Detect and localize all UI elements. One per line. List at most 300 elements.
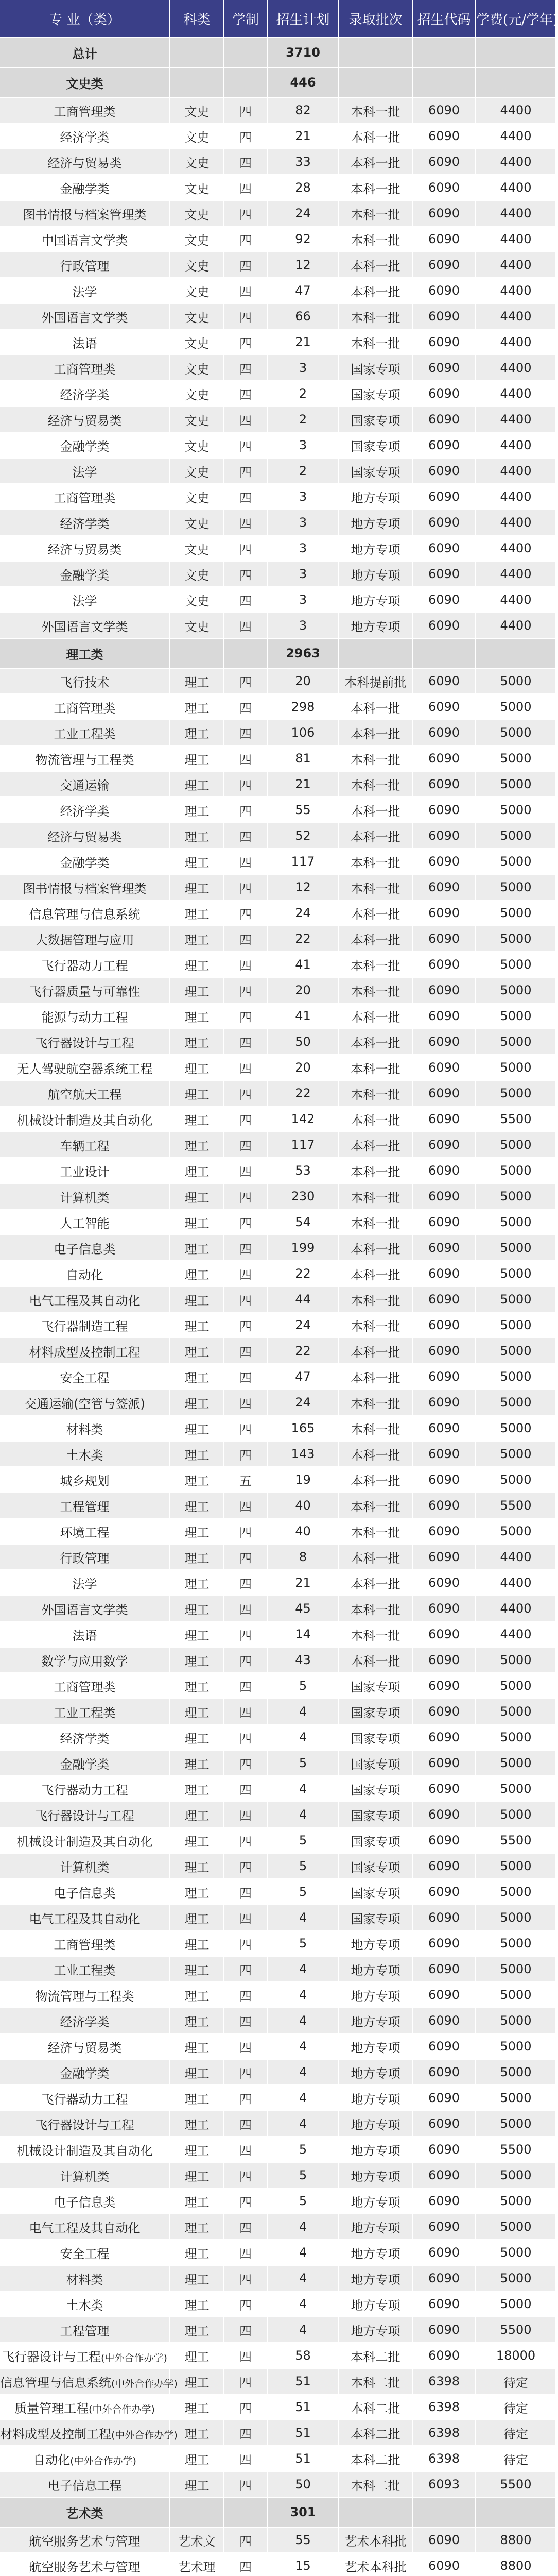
table-row (0, 694, 556, 720)
plan-cell: 298 (267, 694, 339, 720)
plan-cell: 21 (267, 123, 339, 149)
code-cell: 6090 (412, 1596, 476, 1621)
table-row (0, 2446, 556, 2471)
batch-cell: 地方专项 (339, 561, 412, 587)
code-cell: 6090 (412, 200, 476, 226)
batch-cell: 国家专项 (339, 1750, 412, 1776)
subject-cell: 理工 (170, 1724, 224, 1750)
table-row (0, 200, 556, 226)
table-row (0, 613, 556, 638)
subject-cell: 文史 (170, 458, 224, 484)
code-cell: 6398 (412, 2368, 476, 2394)
table-row (0, 952, 556, 977)
subject-cell: 理工 (170, 1338, 224, 1364)
table-row (0, 278, 556, 303)
major-cell: 飞行器设计与工程 (0, 1802, 170, 1827)
table-row (0, 1338, 556, 1364)
code-cell: 6090 (412, 1982, 476, 2008)
code-cell: 6090 (412, 694, 476, 720)
plan-cell: 81 (267, 745, 339, 771)
tuition-cell: 5000 (476, 694, 556, 720)
batch-cell: 本科一批 (339, 1080, 412, 1106)
plan-cell: 50 (267, 1029, 339, 1055)
table-row (0, 2420, 556, 2446)
tuition-cell: 5000 (476, 952, 556, 977)
major-cell: 机械设计制造及其自动化 (0, 2137, 170, 2162)
duration-cell: 四 (224, 1183, 267, 1209)
category-empty (339, 67, 412, 97)
code-cell: 6090 (412, 1080, 476, 1106)
plan-cell: 5 (267, 2137, 339, 2162)
duration-cell: 四 (224, 2033, 267, 2059)
tuition-cell: 4400 (476, 1596, 556, 1621)
major-cell: 计算机类 (0, 1183, 170, 1209)
plan-cell: 5 (267, 1673, 339, 1699)
table-row (0, 1982, 556, 2008)
subject-cell: 理工 (170, 1364, 224, 1389)
category-empty (224, 67, 267, 97)
code-cell: 6090 (412, 2162, 476, 2188)
header-major: 专 业（类） (0, 0, 170, 38)
major-cell: 土木类 (0, 2291, 170, 2317)
major-cell: 图书情报与档案管理类 (0, 200, 170, 226)
plan-cell: 4 (267, 1699, 339, 1724)
category-label: 艺术类 (0, 2497, 170, 2527)
subject-cell: 文史 (170, 97, 224, 123)
code-cell: 6090 (412, 1183, 476, 1209)
table-row (0, 2214, 556, 2240)
plan-cell: 4 (267, 2265, 339, 2291)
batch-cell: 本科一批 (339, 1621, 412, 1647)
subject-cell: 理工 (170, 1518, 224, 1544)
category-empty (476, 67, 556, 97)
batch-cell: 本科一批 (339, 1467, 412, 1493)
duration-cell: 四 (224, 771, 267, 797)
tuition-cell: 4400 (476, 1544, 556, 1570)
major-cell: 经济学类 (0, 1724, 170, 1750)
batch-cell: 本科一批 (339, 123, 412, 149)
duration-cell: 四 (224, 1930, 267, 1956)
code-cell: 6090 (412, 1312, 476, 1338)
tuition-cell: 5500 (476, 1493, 556, 1518)
batch-cell: 本科一批 (339, 329, 412, 355)
code-cell: 6090 (412, 1441, 476, 1467)
subject-cell: 理工 (170, 1853, 224, 1879)
duration-cell: 四 (224, 175, 267, 200)
subject-cell: 理工 (170, 2291, 224, 2317)
subject-cell: 文史 (170, 355, 224, 381)
code-cell: 6090 (412, 252, 476, 278)
batch-cell: 国家专项 (339, 1827, 412, 1853)
table-row (0, 1802, 556, 1827)
major-cell: 法语 (0, 329, 170, 355)
subject-cell: 理工 (170, 1467, 224, 1493)
batch-cell: 本科一批 (339, 745, 412, 771)
batch-cell: 本科一批 (339, 1106, 412, 1132)
table-row (0, 2008, 556, 2033)
duration-cell: 四 (224, 694, 267, 720)
table-row (0, 926, 556, 952)
tuition-cell: 5000 (476, 1055, 556, 1080)
duration-cell: 四 (224, 2188, 267, 2214)
code-cell: 6090 (412, 1132, 476, 1158)
table-row (0, 355, 556, 381)
duration-cell: 四 (224, 1106, 267, 1132)
code-cell: 6090 (412, 849, 476, 874)
batch-cell: 地方专项 (339, 2111, 412, 2137)
major-cell: 外国语言文学类 (0, 303, 170, 329)
total-label: 总计 (0, 38, 170, 67)
subject-cell: 理工 (170, 2162, 224, 2188)
table-row (0, 1930, 556, 1956)
batch-cell: 本科一批 (339, 849, 412, 874)
plan-cell: 22 (267, 1261, 339, 1286)
duration-cell: 四 (224, 668, 267, 694)
duration-cell: 四 (224, 1312, 267, 1338)
code-cell: 6090 (412, 510, 476, 535)
major-cell: 飞行器设计与工程 (0, 1029, 170, 1055)
duration-cell: 四 (224, 2527, 267, 2553)
plan-cell: 21 (267, 1570, 339, 1596)
batch-cell: 国家专项 (339, 1879, 412, 1905)
plan-cell: 165 (267, 1415, 339, 1441)
category-empty (412, 2497, 476, 2527)
major-cell: 金融学类 (0, 1750, 170, 1776)
total-empty (339, 38, 412, 67)
duration-cell: 四 (224, 2265, 267, 2291)
major-cell: 飞行器动力工程 (0, 1776, 170, 1802)
subject-cell: 理工 (170, 745, 224, 771)
plan-cell: 33 (267, 149, 339, 175)
subject-cell: 理工 (170, 1441, 224, 1467)
duration-cell: 四 (224, 2162, 267, 2188)
code-cell: 6090 (412, 874, 476, 900)
tuition-cell: 5000 (476, 1647, 556, 1673)
major-cell: 法学 (0, 458, 170, 484)
plan-cell: 4 (267, 1905, 339, 1930)
tuition-cell: 5000 (476, 823, 556, 849)
table-row (0, 2059, 556, 2085)
subject-cell: 理工 (170, 1802, 224, 1827)
major-cell: 法语 (0, 1621, 170, 1647)
batch-cell: 本科二批 (339, 2343, 412, 2368)
plan-cell: 19 (267, 1467, 339, 1493)
duration-cell: 四 (224, 849, 267, 874)
plan-cell: 4 (267, 2317, 339, 2343)
subject-cell: 文史 (170, 252, 224, 278)
batch-cell: 本科一批 (339, 1312, 412, 1338)
subject-cell: 理工 (170, 797, 224, 823)
major-cell: 行政管理 (0, 252, 170, 278)
tuition-cell: 5000 (476, 1183, 556, 1209)
tuition-cell: 5000 (476, 2085, 556, 2111)
tuition-cell: 5000 (476, 1286, 556, 1312)
batch-cell: 本科一批 (339, 1389, 412, 1415)
table-row (0, 2343, 556, 2368)
major-cell: 法学 (0, 587, 170, 613)
subject-cell: 艺术文 (170, 2527, 224, 2553)
tuition-cell: 4400 (476, 200, 556, 226)
tuition-cell: 4400 (476, 535, 556, 561)
table-row (0, 252, 556, 278)
table-row (0, 823, 556, 849)
total-empty (476, 38, 556, 67)
code-cell: 6090 (412, 1261, 476, 1286)
code-cell: 6090 (412, 1724, 476, 1750)
batch-cell: 本科一批 (339, 97, 412, 123)
batch-cell: 本科一批 (339, 1493, 412, 1518)
category-empty (170, 2497, 224, 2527)
major-cell: 外国语言文学类 (0, 613, 170, 638)
subject-cell: 理工 (170, 952, 224, 977)
subject-cell: 理工 (170, 1389, 224, 1415)
major-cell: 工商管理类 (0, 97, 170, 123)
duration-cell: 四 (224, 1493, 267, 1518)
major-cell: 环境工程 (0, 1518, 170, 1544)
subject-cell: 文史 (170, 175, 224, 200)
plan-cell: 50 (267, 2471, 339, 2497)
plan-cell: 3 (267, 535, 339, 561)
tuition-cell: 4400 (476, 355, 556, 381)
table-row (0, 2111, 556, 2137)
tuition-cell: 5000 (476, 1853, 556, 1879)
plan-cell: 4 (267, 2111, 339, 2137)
duration-cell: 四 (224, 2111, 267, 2137)
code-cell: 6090 (412, 1544, 476, 1570)
subject-cell: 理工 (170, 2137, 224, 2162)
table-row (0, 561, 556, 587)
category-empty (412, 638, 476, 668)
code-cell: 6090 (412, 1827, 476, 1853)
duration-cell: 四 (224, 2420, 267, 2446)
code-cell: 6090 (412, 2188, 476, 2214)
tuition-cell: 5000 (476, 1699, 556, 1724)
code-cell: 6090 (412, 720, 476, 745)
batch-cell: 本科一批 (339, 1029, 412, 1055)
batch-cell: 本科二批 (339, 2446, 412, 2471)
tuition-cell: 5000 (476, 745, 556, 771)
table-row (0, 849, 556, 874)
batch-cell: 本科一批 (339, 1596, 412, 1621)
subject-cell: 理工 (170, 1621, 224, 1647)
code-cell: 6093 (412, 2471, 476, 2497)
subject-cell: 理工 (170, 1827, 224, 1853)
subject-cell: 理工 (170, 2317, 224, 2343)
table-row (0, 1879, 556, 1905)
table-row (0, 1467, 556, 1493)
subject-cell: 理工 (170, 1132, 224, 1158)
plan-cell: 22 (267, 1338, 339, 1364)
table-row (0, 1183, 556, 1209)
plan-cell: 21 (267, 771, 339, 797)
code-cell: 6090 (412, 561, 476, 587)
table-row (0, 1621, 556, 1647)
tuition-cell: 5000 (476, 1235, 556, 1261)
major-cell: 自动化 (0, 1261, 170, 1286)
header-duration: 学制 (224, 0, 267, 38)
duration-cell: 四 (224, 200, 267, 226)
code-cell: 6090 (412, 1493, 476, 1518)
code-cell: 6090 (412, 1956, 476, 1982)
table-row (0, 1235, 556, 1261)
plan-cell: 4 (267, 2291, 339, 2317)
table-row (0, 1055, 556, 1080)
duration-cell: 四 (224, 123, 267, 149)
table-row (0, 2162, 556, 2188)
subject-cell: 文史 (170, 329, 224, 355)
code-cell: 6090 (412, 900, 476, 926)
duration-cell: 四 (224, 329, 267, 355)
code-cell: 6090 (412, 1570, 476, 1596)
major-cell: 飞行器动力工程 (0, 952, 170, 977)
table-row (0, 381, 556, 406)
major-cell: 安全工程 (0, 2240, 170, 2265)
code-cell: 6090 (412, 1621, 476, 1647)
major-cell: 经济学类 (0, 381, 170, 406)
batch-cell: 地方专项 (339, 2240, 412, 2265)
tuition-cell: 4400 (476, 406, 556, 432)
table-row (0, 1647, 556, 1673)
duration-cell: 四 (224, 1596, 267, 1621)
code-cell: 6090 (412, 1364, 476, 1389)
plan-cell: 4 (267, 2240, 339, 2265)
cooperation-note: (中外合作办学) (89, 2403, 155, 2415)
subject-cell: 理工 (170, 874, 224, 900)
code-cell: 6090 (412, 1647, 476, 1673)
subject-cell: 理工 (170, 1647, 224, 1673)
table-row (0, 771, 556, 797)
tuition-cell: 5000 (476, 1364, 556, 1389)
subject-cell: 理工 (170, 1209, 224, 1235)
plan-cell: 4 (267, 1724, 339, 1750)
code-cell: 6090 (412, 2553, 476, 2576)
major-cell: 外国语言文学类 (0, 1596, 170, 1621)
duration-cell: 四 (224, 1956, 267, 1982)
tuition-cell: 5000 (476, 2033, 556, 2059)
major-cell: 大数据管理与应用 (0, 926, 170, 952)
plan-cell: 106 (267, 720, 339, 745)
major-cell: 金融学类 (0, 849, 170, 874)
major-cell: 工商管理类 (0, 355, 170, 381)
table-row (0, 1003, 556, 1029)
major-name: 材料成型及控制工程 (0, 2427, 111, 2442)
duration-cell: 四 (224, 381, 267, 406)
batch-cell: 地方专项 (339, 2085, 412, 2111)
major-cell (0, 2394, 170, 2420)
code-cell: 6090 (412, 1518, 476, 1544)
major-cell: 工业工程类 (0, 1699, 170, 1724)
batch-cell: 本科一批 (339, 694, 412, 720)
table-row (0, 1673, 556, 1699)
batch-cell: 本科一批 (339, 771, 412, 797)
subject-cell: 理工 (170, 1750, 224, 1776)
table-row (0, 1415, 556, 1441)
code-cell: 6090 (412, 2291, 476, 2317)
duration-cell: 四 (224, 1132, 267, 1158)
batch-cell: 国家专项 (339, 1724, 412, 1750)
batch-cell: 本科一批 (339, 977, 412, 1003)
category-plan: 446 (267, 67, 339, 97)
plan-cell: 3 (267, 613, 339, 638)
subject-cell: 理工 (170, 2059, 224, 2085)
code-cell: 6090 (412, 329, 476, 355)
table-row (0, 1389, 556, 1415)
plan-cell: 5 (267, 1930, 339, 1956)
subject-cell: 理工 (170, 1673, 224, 1699)
batch-cell: 国家专项 (339, 406, 412, 432)
plan-cell: 8 (267, 1544, 339, 1570)
code-cell: 6090 (412, 1029, 476, 1055)
category-row (0, 2497, 556, 2527)
table-row (0, 1493, 556, 1518)
tuition-cell: 5000 (476, 2162, 556, 2188)
batch-cell: 本科一批 (339, 720, 412, 745)
subject-cell: 文史 (170, 510, 224, 535)
table-row (0, 745, 556, 771)
subject-cell: 理工 (170, 694, 224, 720)
plan-cell: 43 (267, 1647, 339, 1673)
subject-cell: 文史 (170, 484, 224, 510)
tuition-cell: 4400 (476, 1621, 556, 1647)
table-row (0, 1106, 556, 1132)
duration-cell: 四 (224, 797, 267, 823)
total-plan: 3710 (267, 38, 339, 67)
batch-cell: 本科一批 (339, 149, 412, 175)
plan-cell: 20 (267, 668, 339, 694)
major-cell: 工业工程类 (0, 720, 170, 745)
duration-cell: 四 (224, 1673, 267, 1699)
tuition-cell: 待定 (476, 2368, 556, 2394)
batch-cell: 地方专项 (339, 510, 412, 535)
plan-cell: 5 (267, 1750, 339, 1776)
batch-cell: 本科一批 (339, 1183, 412, 1209)
major-cell: 能源与动力工程 (0, 1003, 170, 1029)
code-cell: 6090 (412, 1389, 476, 1415)
plan-cell: 142 (267, 1106, 339, 1132)
duration-cell: 四 (224, 2240, 267, 2265)
major-cell: 工商管理类 (0, 1930, 170, 1956)
table-row (0, 432, 556, 458)
code-cell: 6090 (412, 1003, 476, 1029)
major-cell: 电子信息类 (0, 1235, 170, 1261)
header-plan: 招生计划 (267, 0, 339, 38)
plan-cell: 143 (267, 1441, 339, 1467)
plan-cell: 5 (267, 1879, 339, 1905)
tuition-cell: 5000 (476, 668, 556, 694)
subject-cell: 理工 (170, 1415, 224, 1441)
duration-cell: 四 (224, 823, 267, 849)
category-label: 文史类 (0, 67, 170, 97)
table-row (0, 1596, 556, 1621)
tuition-cell: 5000 (476, 1132, 556, 1158)
plan-cell: 4 (267, 1982, 339, 2008)
tuition-cell: 4400 (476, 278, 556, 303)
major-cell: 材料成型及控制工程 (0, 1338, 170, 1364)
batch-cell: 本科一批 (339, 1570, 412, 1596)
table-row (0, 720, 556, 745)
subject-cell: 理工 (170, 1261, 224, 1286)
duration-cell: 四 (224, 952, 267, 977)
major-cell: 工程管理 (0, 2317, 170, 2343)
tuition-cell: 18000 (476, 2343, 556, 2368)
duration-cell: 四 (224, 1570, 267, 1596)
tuition-cell: 5000 (476, 1467, 556, 1493)
plan-cell: 55 (267, 797, 339, 823)
code-cell: 6090 (412, 1853, 476, 1879)
batch-cell: 本科一批 (339, 1235, 412, 1261)
code-cell: 6090 (412, 2059, 476, 2085)
tuition-cell: 5000 (476, 1750, 556, 1776)
